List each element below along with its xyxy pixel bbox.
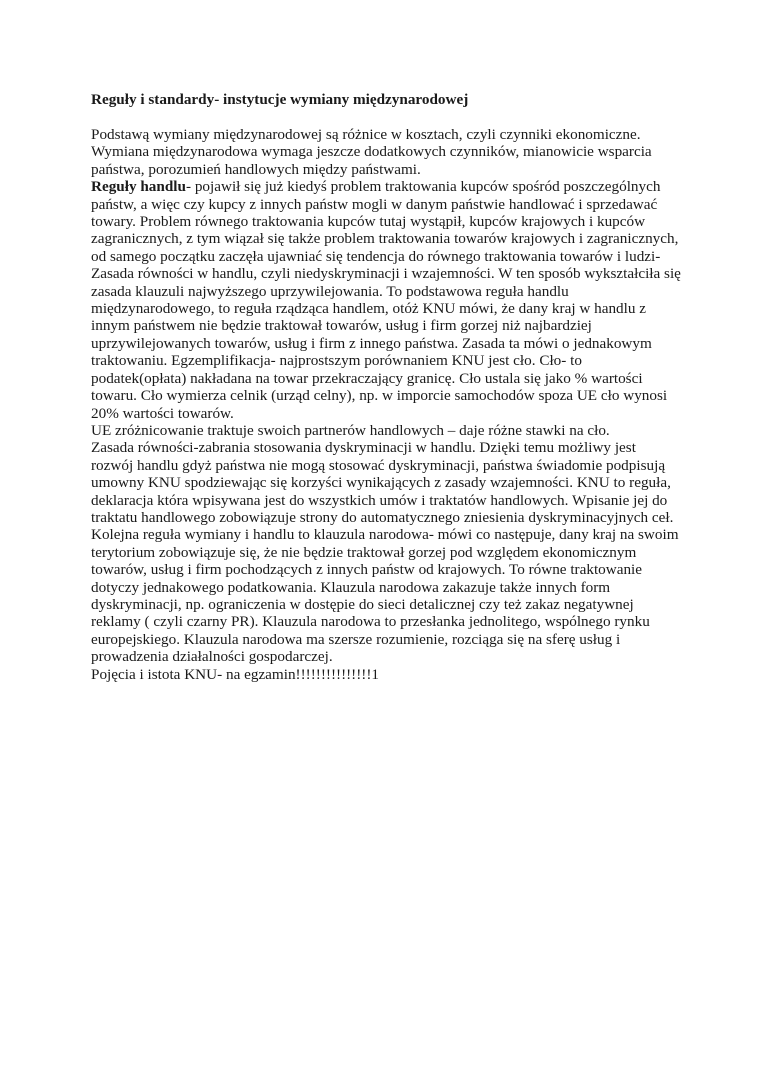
paragraph-trade-rules	[91, 178, 681, 422]
paragraph-equality-principle: Zasada równości-zabrania stosowania dyskryminacji w handlu. Dzięki temu możliwy jest rozwój handlu gdyż państwa nie mogą stosować dyskryminacji, państwa świadomie podpisują umowny KNU spodziewając się korzyści wynikających z zasady wzajemności. KNU to reguła, deklaracja która wpisywana jest do wszystkich umów i traktatów handlowych. Wpisanie jej do traktatu handlowego zobowiązuje strony do automatycznego zniesienia dyskryminacyjnych ceł.	[91, 439, 674, 526]
trade-rules-heading: Reguły handlu	[91, 178, 186, 196]
trade-rules-text: - pojawił się już kiedyś problem traktowania kupców spośród poszczególnych państw, a więc czy kupcy z innych państw mogli w danym państwie handlować i sprzedawać towary. Problem równego traktowania kupców tutaj wystąpił, kupców krajowych i kupców zagranicznych, z tym wiązał się także problem traktowania towarów krajowych i zagranicznych, od samego początku zaczęła ujawniać się tendencja do równego traktowania towarów i ludzi- Zasada równości w handlu, czyli niedyskryminacji i wzajemności. W ten sposób wykształciła się zasada klauzuli najwyższego uprzywilejowania. To podstawowa reguła handlu międzynarodowego, to reguła rządząca handlem, otóż KNU mówi, że dany kraj w handlu z innym państwem nie będzie traktował towarów, usług i firm gorzej niż najbardziej uprzywilejowanych towarów, usług i firm z innego państwa. Zasada ta mówi o jednakowym traktowaniu. Egzemplifikacja- najprostszym porównaniem KNU jest cło. Cło- to podatek(opłata) nakładana na towar przekraczający granicę. Cło ustala się jako % wartości towaru. Cło wymierza celnik (urząd celny), np. w imporcie samochodów spoza UE cło wynosi 20% wartości towarów.	[91, 178, 681, 422]
paragraph-national-clause: Kolejna reguła wymiany i handlu to klauzula narodowa- mówi co następuje, dany kraj na swoim terytorium zobowiązuje się, że nie będzie traktował gorzej pod względem ekonomicznym towarów, usług i firm pochodzących z innych państw od krajowych. To równe traktowanie dotyczy jednakowego podatkowania. Klauzula narodowa zakazuje także innych form dyskryminacji, np. ograniczenia w dostępie do sieci detalicznej czy też zakaz negatywnej reklamy ( czyli czarny PR). Klauzula narodowa to przesłanka jednolitego, wspólnego rynku europejskiego. Klauzula narodowa ma szersze rozumienie, rozciąga się na sferę usług i prowadzenia działalności gospodarczej.	[91, 526, 679, 666]
paragraph-eu-tariffs: UE zróżnicowanie traktuje swoich partnerów handlowych – daje różne stawki na cło.	[91, 421, 610, 439]
document-title: Reguły i standardy- instytucje wymiany międzynarodowej	[91, 91, 469, 108]
document-body	[91, 91, 681, 683]
paragraph-intro: Podstawą wymiany międzynarodowej są różnice w kosztach, czyli czynniki ekonomiczne. Wymiana międzynarodowa wymaga jeszcze dodatkowych czynników, mianowicie wsparcia państwa, porozumień handlowych między państwami.	[91, 126, 652, 178]
paragraph-exam-note: Pojęcia i istota KNU- na egzamin!!!!!!!!!!!!!!!1	[91, 665, 380, 683]
